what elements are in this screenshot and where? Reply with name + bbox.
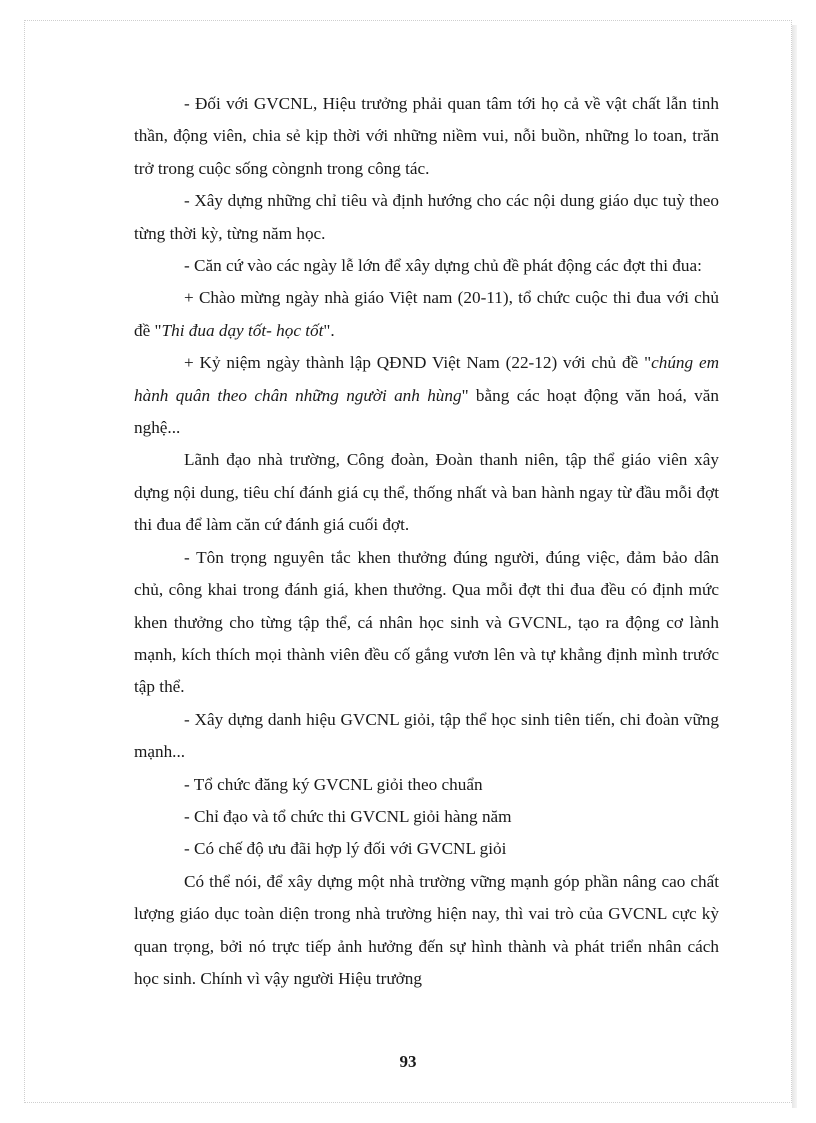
item-theme: chúng em hành quân theo chân những người anh hùng [134, 353, 719, 405]
item-tail: " bằng các hoạt động văn hoá, văn nghệ... [134, 385, 720, 438]
paragraph-rewards: - Tôn trọng nguyên tắc khen thưởng đúng người, đúng việc, đảm bảo dân chủ, công khai trong đánh giá, khen thưởng. Qua mỗi đợt thi đua đều có định mức khen thưởng cho từng tập thể, cá nhân học sinh và GVCNL, tạo ra động cơ lành mạnh, kích thích mọi thành viên đều cố gắng vươn lên và tự khẳng định mình trước tập thể. [134, 547, 719, 697]
paragraph-gvcnl-care: - Đối với GVCNL, Hiệu trưởng phải quan tâm tới họ cả về vật chất lẫn tinh thần, động viên, chia sẻ kịp thời với những niềm vui, nỗi buồn, những lo toan, trăn trở trong cuộc sống còngnh trong công tác. [134, 94, 719, 178]
paragraph-holidays: - Căn cứ vào các ngày lễ lớn để xây dựng chủ đề phát động các đợt thi đua: [184, 256, 702, 276]
paragraph-leadership: Lãnh đạo nhà trường, Công đoàn, Đoàn thanh niên, tập thể giáo viên xây dựng nội dung, tiêu chí đánh giá cụ thể, thống nhất và ban hành ngay từ đầu mỗi đợt thi đua để làm căn cứ đánh giá cuối đợt. [134, 450, 719, 535]
page-number: 93 [399, 1052, 417, 1071]
list-item-army-day [134, 347, 719, 444]
paragraph-targets: - Xây dựng những chỉ tiêu và định hướng cho các nội dung giáo dục tuỳ theo từng thời kỳ, từng năm học. [134, 191, 719, 243]
paragraph-registration: - Tổ chức đăng ký GVCNL giỏi theo chuẩn [184, 774, 483, 794]
list-item-teachers-day [134, 282, 719, 347]
body-text [134, 88, 719, 995]
item-lead: + Kỷ niệm ngày thành lập QĐND Việt Nam (22-12) với chủ đề " [184, 353, 652, 373]
item-tail: ". [323, 320, 335, 340]
paragraph-conclusion: Có thể nói, để xây dựng một nhà trường vững mạnh góp phần nâng cao chất lượng giáo dục toàn diện trong nhà trường hiện nay, thì vai trò của GVCNL cực kỳ quan trọng, bởi nó trực tiếp ảnh hưởng đến sự hình thành và phát triển nhân cách học sinh. Chính vì vậy người Hiệu trưởng [134, 871, 719, 988]
paragraph-incentives: - Có chế độ ưu đãi hợp lý đối với GVCNL giỏi [184, 839, 507, 859]
paragraph-titles: - Xây dựng danh hiệu GVCNL giỏi, tập thể học sinh tiên tiến, chi đoàn vững mạnh... [134, 709, 719, 762]
paragraph-contest: - Chỉ đạo và tổ chức thi GVCNL giỏi hàng năm [184, 806, 512, 826]
item-theme: Thi đua dạy tốt- học tốt [161, 320, 324, 340]
item-lead: + Chào mừng ngày nhà giáo Việt nam (20-11), tổ chức cuộc thi đua với chủ đề " [134, 288, 719, 340]
